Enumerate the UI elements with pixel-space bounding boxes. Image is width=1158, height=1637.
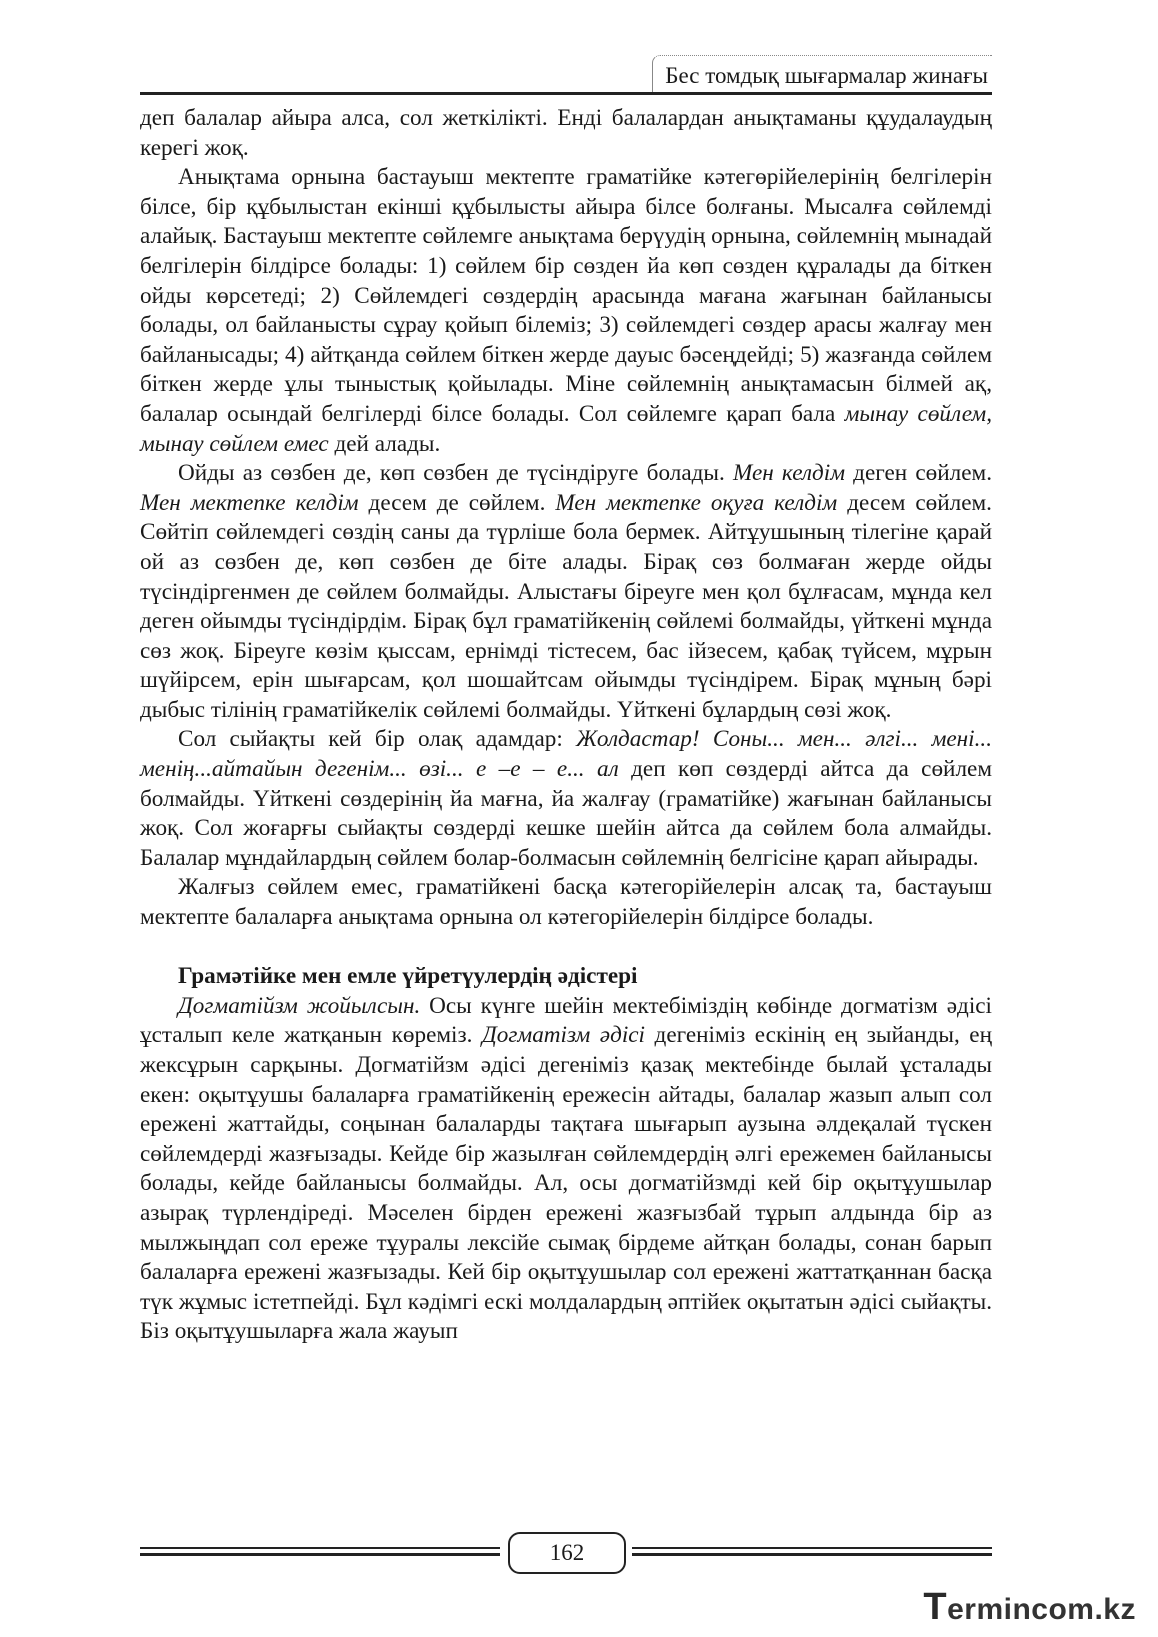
- text-run: дегеніміз ескінің ең зыйанды, ең жексұрын сарқыны. Догматійзм әдісі дегеніміз қазақ мектебінде былай ұсталады екен: оқытұушы балаларға граматійкенің ережесін айтады, балалар жазып алып сол ережені жаттайды, соңынан балаларды тақтаға шығарып аузына әлдеқалай түскен сөйлемдерді жазғызады. Кейде бір жазылған сөйлемдердің әлгі ережемен байланысы болады, кейде байланысы болмайды. Ал, осы догматійзмді кей бір оқытұушылар азырақ түрлендіреді. Мәселен бірден ережені жазғызбай тұрып алдында бір аз мылжыңдап сол ереже тұуралы лексійе сымақ бірдеме айтқан болады, сонан барып балаларға ережені жазғызады. Кей бір оқытұушылар сол ережені жаттатқаннан басқа түк жұмыс істетпейді. Бұл кәдімгі ескі молдалардың әптійек оқытатын әдісі сыйақты. Біз оқытұушыларға жала жауып: [140, 1022, 992, 1345]
- footer-rule-left: [140, 1547, 500, 1549]
- text-run: деген сөйлем.: [845, 460, 992, 487]
- section-paragraph: [140, 992, 992, 1347]
- section-gap: [140, 933, 992, 963]
- text-run: Осы күнге шейін мектебіміздің көбінде догматізм әдісі ұсталып келе жатқанын көреміз.: [140, 992, 992, 1049]
- italic-text: Мен келдім: [732, 460, 845, 487]
- watermark-initial: T: [923, 1586, 948, 1628]
- paragraph: [140, 873, 992, 932]
- paragraph: [140, 163, 992, 459]
- book-title: Бес томдық шығармалар жинағы: [652, 55, 992, 93]
- text-run: деп көп сөздерді айтса да сөйлем болмайды. Үйткені сөздерінің йа мағна, йа жалғау (граматійке) жағынан байланысы жоқ. Сол жоғарғы сыйақты сөздерді кешке шейін айтса да сөйлем бола алмайды. Балалар мұндайлардың сөйлем болар-болмасын сөйлемнің белгісіне қарап айырады.: [140, 756, 992, 871]
- header-rule: [140, 92, 992, 95]
- text-run: деп балалар айыра алса, сол жеткілікті. Енді балалардан анықтаманы құудалаудың керегі жоқ.: [140, 105, 992, 161]
- running-header: [140, 55, 992, 95]
- watermark-text: erminc: [947, 1593, 1049, 1626]
- watermark-logo: [923, 1586, 1136, 1629]
- page-body: [140, 104, 992, 1347]
- text-run: десем де сөйлем.: [358, 489, 556, 516]
- text-run: Жалғыз сөйлем емес, граматійкені басқа кәтегорійелерін алсақ та, бастауыш мектепте балаларға анықтама орнына ол кәтегорійелерін білдірсе болады.: [140, 874, 992, 931]
- footer-rule-left-thick: [140, 1553, 500, 1556]
- text-run: Анықтама орнына бастауыш мектепте граматійке кәтегөрійелерінің белгілерін білсе, бір құбылыстан екінші құбылысты айыра білсе болғаны. Мысалға сөйлемді алайық. Бастауыш мектепте сөйлемге анықтама берүудің орнына, сөйлемнің мынадай белгілерін білдірсе болады: 1) сөйлем бір сөзден йа көп сөзден құралады да біткен ойды көрсетеді; 2) Сөйлемдегі сөздердің арасында мағана жағынан байланысы болады, ол байланысты сұрау қойып білеміз; 3) сөйлемдегі сөздер арасы жалғау мен байланысады; 4) айтқанда сөйлем біткен жерде дауыс бәсеңдейді; 5) жазғанда сөйлем біткен жерде ұлы тыныстық қойылады. Міне сөйлемнің анықтамасын білмей ақ, балалар осындай белгілерді білсе болады. Сол сөйлемге қарап бала: [140, 164, 992, 427]
- text-run: Сол сыйақты кей бір олақ адамдар:: [178, 726, 576, 753]
- footer-rule-right-thick: [632, 1553, 992, 1556]
- italic-text: Догматізм әдісі: [482, 1022, 645, 1049]
- italic-text: Догматійзм жойылсын.: [178, 992, 421, 1019]
- italic-text: Мен мектепке оқуға келдім: [555, 489, 838, 516]
- page-footer: [140, 1532, 992, 1572]
- watermark-tail: m.kz: [1067, 1593, 1136, 1626]
- section-heading: Грамәтійке мен емле үйретүулердің әдістері: [178, 963, 638, 990]
- paragraph: [140, 459, 992, 725]
- text-run: Ойды аз сөзбен де, көп сөзбен де түсіндіруге болады.: [178, 460, 733, 487]
- footer-rule-right: [632, 1547, 992, 1549]
- italic-text: Жолдастар! Соны... мен... әлгі... мені... менің...айтайын дегенім... өзі... е –е – е... ал: [140, 726, 992, 783]
- page-number: 162: [508, 1532, 626, 1574]
- italic-text: Мен мектепке келдім: [140, 489, 359, 516]
- text-run: дей алады.: [328, 430, 441, 457]
- text-run: десем сөйлем. Сөйтіп сөйлемдегі сөздің саны да түрліше бола бермек. Айтұушының тілегіне қарай ой аз сөзбен де, көп сөзбен де біте алады. Бірақ сөз болмаған жерде ойды түсіндіргенмен де сөйлем болмайды. Алыстағы біреуге мен қол бұлғасам, мұнда кел деген ойымды түсіндірдім. Бірақ бұл граматійкенің сөйлемі болмайды, үйткені мұнда сөз жоқ. Біреуге көзім қыссам, ернімді тістесем, бас ійзесем, қабақ түйсем, мұрын шүйірсем, ерін шығарсам, қол шошайтсам ойымды түсіндірем. Бірақ мұның бәрі дыбыс тілінің граматійкелік сөйлемі болмайды. Үйткені бұлардың сөзі жоқ.: [140, 489, 992, 723]
- watermark-o: o: [1048, 1593, 1068, 1626]
- paragraph: [140, 104, 992, 163]
- paragraph: [140, 725, 992, 873]
- italic-text: мынау сөйлем, мынау сөйлем емес: [140, 400, 993, 457]
